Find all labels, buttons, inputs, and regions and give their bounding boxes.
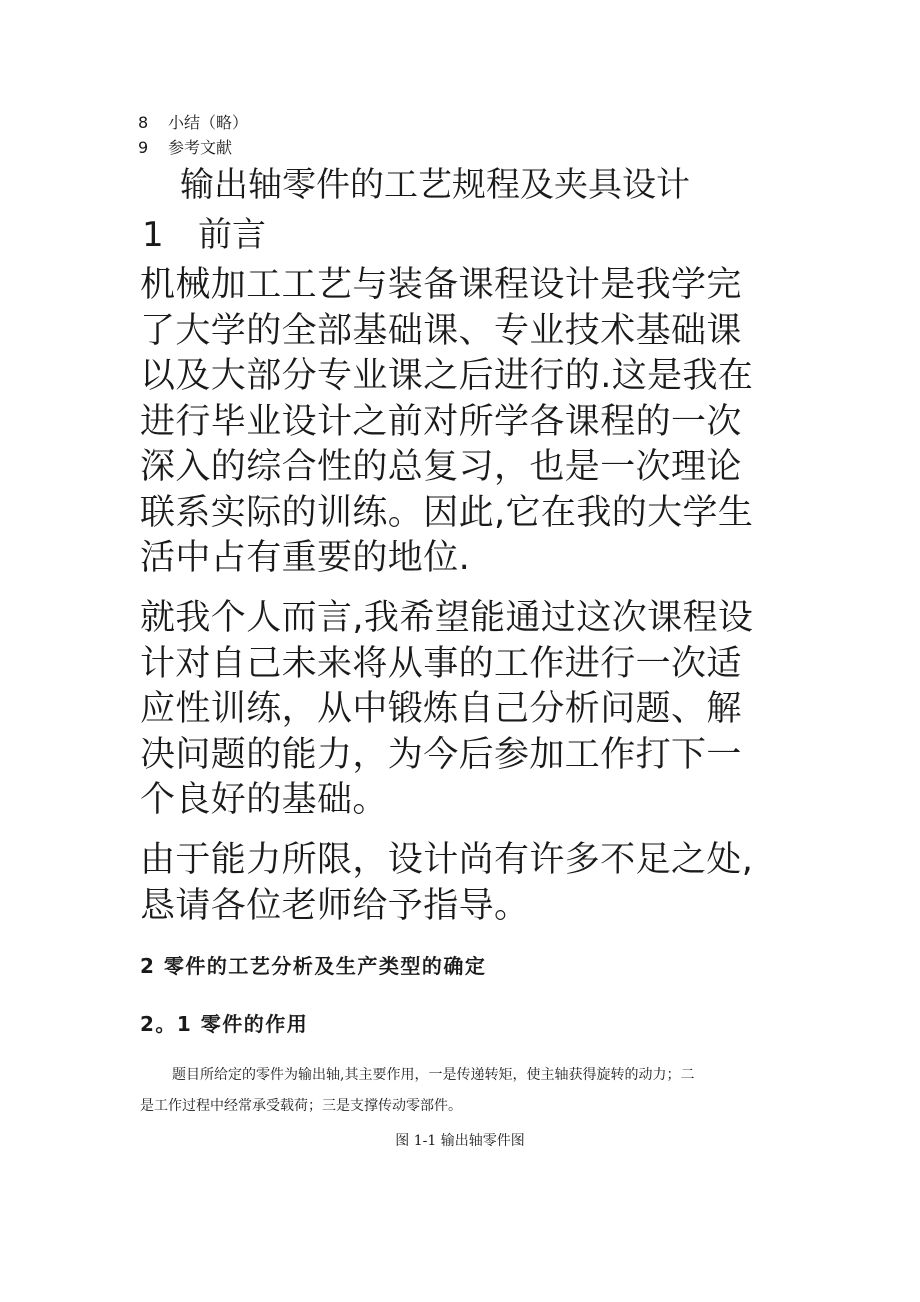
toc-item-number: 9 <box>138 138 149 157</box>
text-line: 了大学的全部基础课、专业技术基础课 <box>140 310 742 351</box>
text-line: 活中占有重要的地位. <box>140 538 471 578</box>
toc-item-9 <box>138 137 232 159</box>
text-line: 题目所给定的零件为输出轴,其主要作用，一是传递转矩，使主轴获得旋转的动力；二 <box>172 1067 695 1083</box>
text-line: 计对自己未来将从事的工作进行一次适 <box>140 643 742 684</box>
preface-paragraph-3 <box>140 838 790 929</box>
preface-paragraph-2 <box>140 596 790 824</box>
text-line: 个良好的基础。 <box>140 780 388 820</box>
section-2-1-paragraph <box>140 1060 800 1122</box>
figure-caption: 图 1-1 输出轴零件图 <box>395 1133 525 1149</box>
toc-item-text: 参考文献 <box>168 138 233 157</box>
text-line: 联系实际的训练。因此,它在我的大学生 <box>140 492 754 533</box>
text-line: 应性训练，从中锻炼自己分析问题、解 <box>140 689 742 729</box>
text-line: 深入的综合性的总复习，也是一次理论 <box>140 447 742 487</box>
toc-item-text: 小结（略） <box>168 113 249 132</box>
section-title: 前言 <box>198 215 266 255</box>
preface-paragraph-1 <box>140 263 790 582</box>
text-line: 以及大部分专业课之后进行的.这是我在 <box>140 356 754 396</box>
text-line: 就我个人而言,我希望能通过这次课程设 <box>140 598 754 638</box>
text-line: 进行毕业设计之前对所学各课程的一次 <box>140 401 742 442</box>
text-line: 恳请各位老师给予指导。 <box>140 885 530 926</box>
toc-item-number: 8 <box>138 113 149 132</box>
section-2-heading: 2 零件的工艺分析及生产类型的确定 <box>140 954 487 978</box>
text-line: 机械加工工艺与装备课程设计是我学完 <box>140 265 742 305</box>
section-1-heading <box>142 212 266 258</box>
text-line: 是工作过程中经常承受载荷；三是支撑传动零部件。 <box>140 1098 462 1114</box>
section-number: 1 <box>142 215 164 255</box>
text-line: 由于能力所限，设计尚有许多不足之处, <box>140 840 754 880</box>
text-line: 决问题的能力，为今后参加工作打下一 <box>140 734 742 775</box>
section-2-1-heading: 2。1 零件的作用 <box>140 1012 309 1036</box>
document-title: 输出轴零件的工艺规程及夹具设计 <box>180 165 690 205</box>
toc-item-8 <box>138 112 248 134</box>
